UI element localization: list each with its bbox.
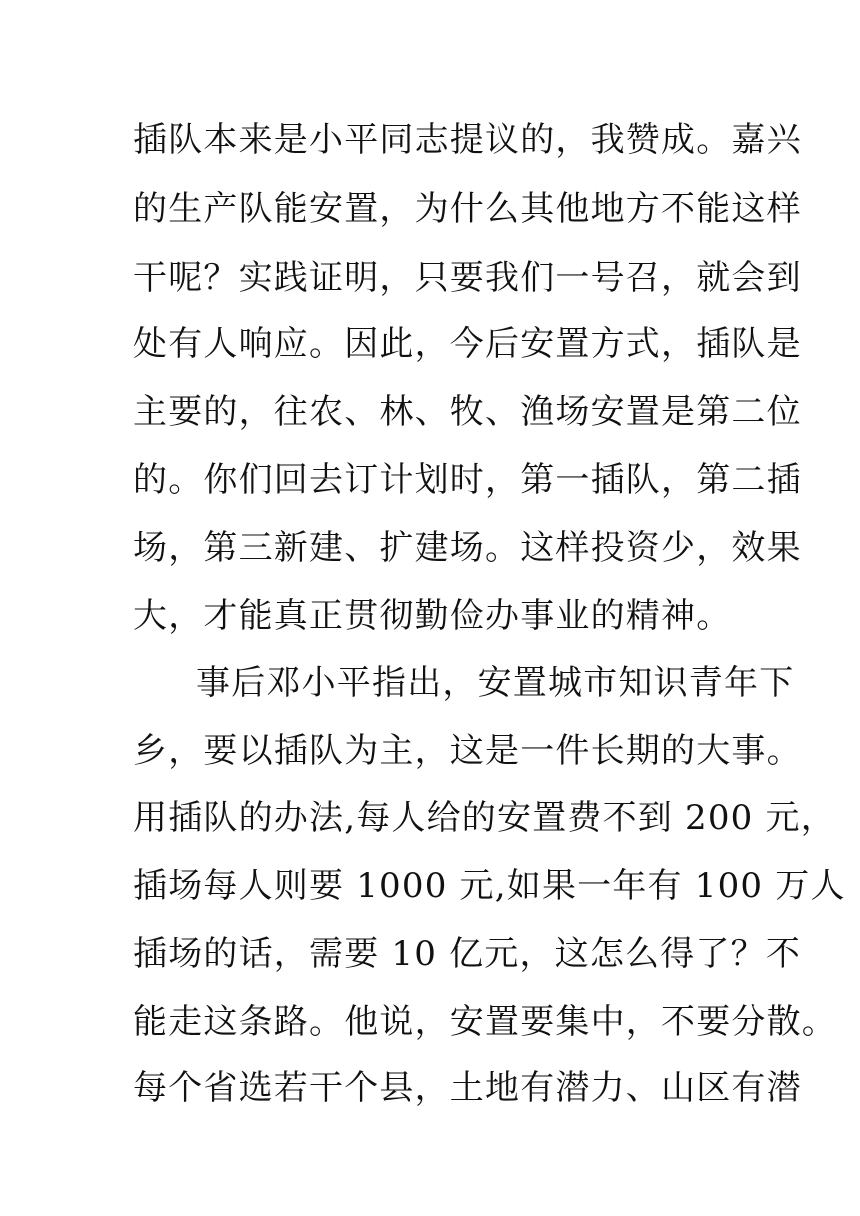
text-line: 大，才能真正贯彻勤俭办事业的精神。 [133,596,732,636]
text-line: 乡，要以插队为主，这是一件长期的大事。 [133,731,802,771]
text-line: 插队本来是小平同志提议的，我赞成。嘉兴 [133,120,802,160]
text-line: 插场的话，需要 10 亿元，这怎么得了？不 [133,934,802,974]
paragraph-start-line: 事后邓小平指出，安置城市知识青年下 [196,663,795,703]
text-line: 的生产队能安置，为什么其他地方不能这样 [133,189,802,229]
text-line: 每个省选若干个县，土地有潜力、山区有潜 [133,1068,802,1108]
text-line: 处有人响应。因此，今后安置方式，插队是 [133,324,802,364]
text-line: 场，第三新建、扩建场。这样投资少，效果 [133,528,802,568]
text-line: 插场每人则要 1000 元,如果一年有 100 万人 [133,866,846,906]
text-line: 的。你们回去订计划时，第一插队，第二插 [133,460,802,500]
text-line: 主要的，往农、林、牧、渔场安置是第二位 [133,392,802,432]
text-line: 能走这条路。他说，安置要集中，不要分散。 [133,1002,837,1042]
text-line: 用插队的办法,每人给的安置费不到 200 元， [133,798,836,838]
text-line: 干呢？实践证明，只要我们一号召，就会到 [133,258,802,298]
